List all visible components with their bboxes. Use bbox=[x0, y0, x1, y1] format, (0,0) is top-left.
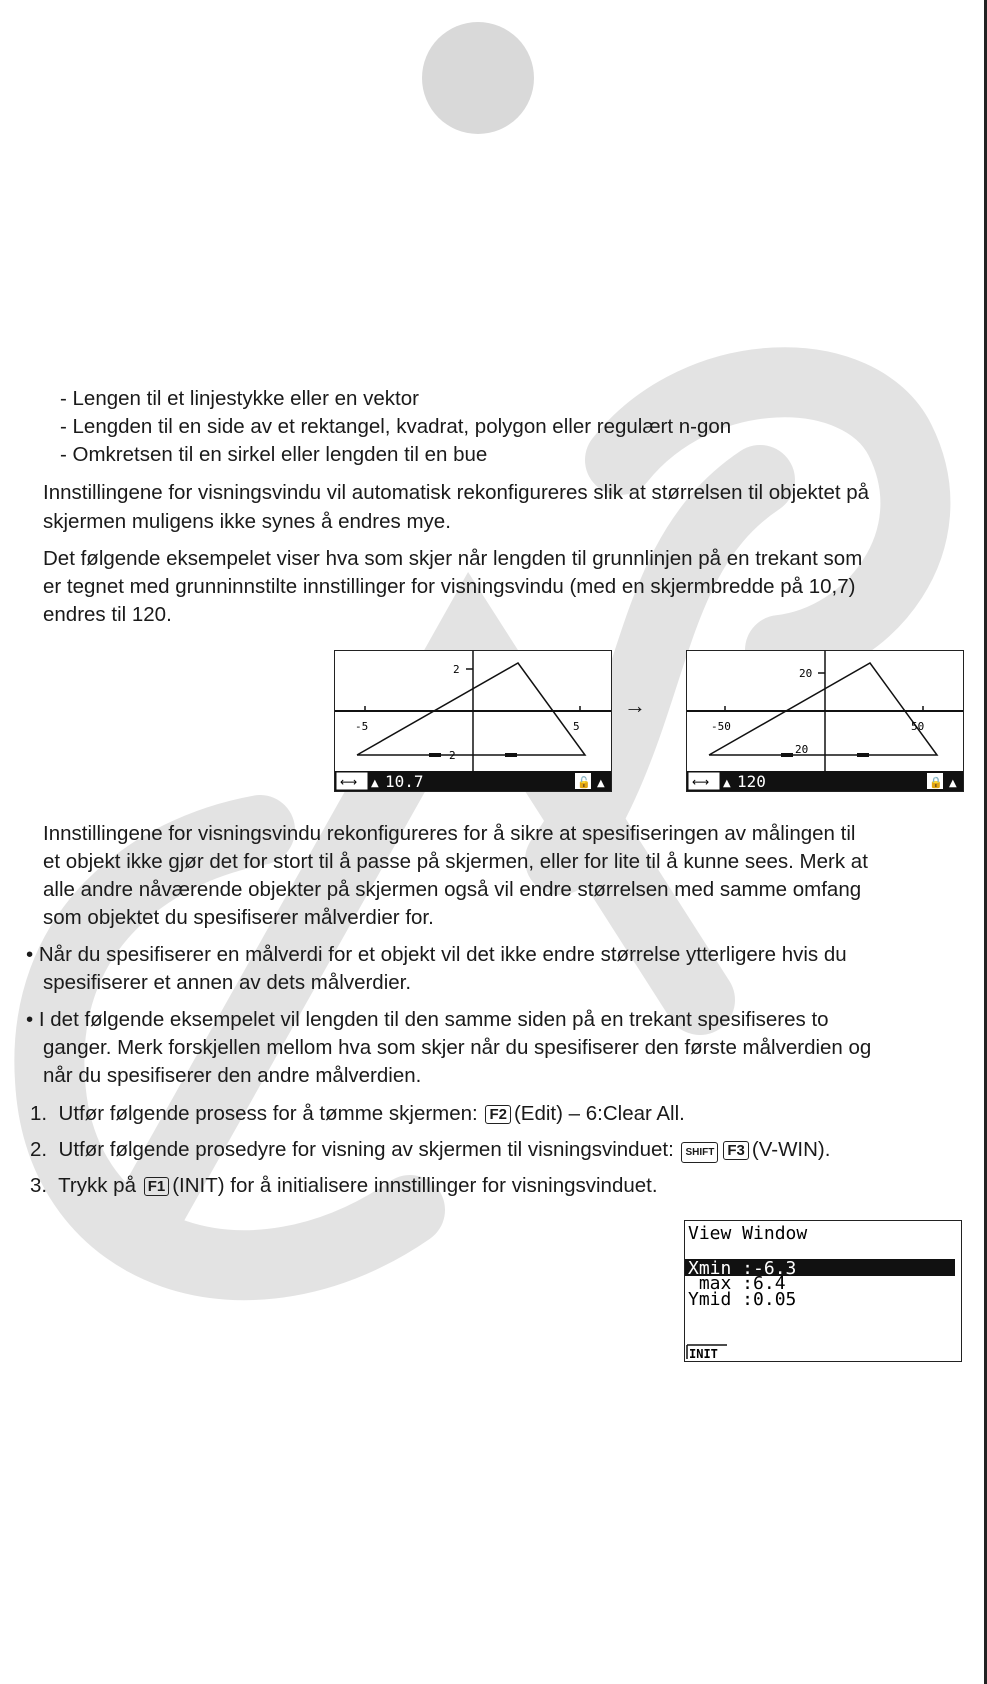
step-text: Utfør følgende prosess for å tømme skjermen: bbox=[58, 1102, 478, 1125]
para1-line2: skjermen muligens ikke synes å endres mye. bbox=[43, 510, 451, 533]
mid-label: 2 bbox=[449, 749, 456, 762]
para2-line1: Det følgende eksempelet viser hva som skjer når lengden til grunnlinjen på en trekant som bbox=[43, 547, 863, 570]
measure-value: 10.7 bbox=[385, 772, 424, 791]
step-text: Trykk på bbox=[58, 1174, 136, 1197]
xtick-neg-label: -50 bbox=[711, 720, 731, 733]
view-window-screen bbox=[684, 1220, 962, 1362]
up-icon-2: ▲ bbox=[597, 778, 605, 789]
para2-line3: endres til 120. bbox=[43, 603, 172, 626]
para3-line3: alle andre nåværende objekter på skjermen også vil endre størrelsen med samme omfang bbox=[43, 878, 862, 901]
shift-key: SHIFT bbox=[681, 1142, 718, 1163]
step-number: 3. bbox=[30, 1174, 48, 1197]
dash-item-3: - Omkretsen til en sirkel eller lengden til en bue bbox=[60, 443, 488, 466]
up-icon: ▲ bbox=[723, 778, 731, 789]
step-text-post: (Edit) – 6:Clear All. bbox=[513, 1102, 685, 1125]
max-line: max :6.4 bbox=[688, 1273, 786, 1294]
ymid-line: Ymid :0.05 bbox=[688, 1289, 797, 1310]
lock-icon: 🔒 bbox=[929, 776, 943, 789]
up-icon: ▲ bbox=[371, 778, 379, 789]
para3-line2: et objekt ikke gjør det for stort til å passe på skjermen, eller for lite til å kunne sees. Merk at bbox=[43, 850, 868, 873]
mid-label: 20 bbox=[795, 743, 809, 756]
f2-key: F2 bbox=[485, 1105, 511, 1124]
f1-key: F1 bbox=[144, 1177, 170, 1196]
bullet1-line1: • Når du spesifiserer en målverdi for et objekt vil det ikke endre størrelse ytterligere hvis du bbox=[26, 943, 847, 966]
step-number: 2. bbox=[30, 1138, 48, 1161]
xtick-pos-label: 5 bbox=[573, 720, 580, 733]
unlock-icon: 🔓 bbox=[577, 776, 591, 789]
length-icon: ⟷ bbox=[692, 775, 710, 789]
bullet2-line2: ganger. Merk forskjellen mellom hva som skjer når du spesifiserer den første målverdien og bbox=[43, 1036, 872, 1059]
ytick-label: 20 bbox=[799, 667, 813, 680]
para2-line2: er tegnet med grunninnstilte innstillinger for visningsvindu (med en skjermbredde på 10,7) bbox=[43, 575, 856, 598]
bullet1-line2: spesifiserer et annen av dets målverdier. bbox=[43, 971, 412, 994]
dash-item-1: - Lengen til et linjestykke eller en vektor bbox=[60, 387, 419, 410]
step-text-post: (V-WIN). bbox=[751, 1138, 831, 1161]
para3-line1: Innstillingene for visningsvindu rekonfigureres for å sikre at spesifiseringen av målingen til bbox=[43, 822, 856, 845]
para3-line4: som objektet du spesifiserer målverdier for. bbox=[43, 906, 434, 929]
xmin-line: Xmin :-6.3 bbox=[688, 1258, 797, 1279]
xtick-pos-label: 50 bbox=[911, 720, 925, 733]
dot-decoration bbox=[422, 22, 534, 134]
f3-key: F3 bbox=[723, 1141, 749, 1160]
calc-screen-after bbox=[686, 650, 964, 792]
transition-arrow: → bbox=[624, 693, 646, 718]
step-text: Utfør følgende prosedyre for visning av skjermen til visningsvinduet: bbox=[58, 1138, 674, 1161]
length-icon: ⟷ bbox=[340, 775, 358, 789]
dash-item-2: - Lengden til en side av et rektangel, kvadrat, polygon eller regulært n-gon bbox=[60, 415, 732, 438]
xtick-neg-label: -5 bbox=[355, 720, 369, 733]
bullet2-line3: når du spesifiserer den andre målverdien. bbox=[43, 1064, 422, 1087]
step-text-post: (INIT) for å initialisere innstillinger for visningsvinduet. bbox=[172, 1174, 658, 1197]
bullet2-line1: • I det følgende eksempelet vil lengden til den samme siden på en trekant spesifiseres to bbox=[26, 1008, 829, 1031]
init-fkey: INIT bbox=[689, 1347, 718, 1361]
step-3 bbox=[30, 1172, 658, 1200]
measure-value: 120 bbox=[737, 772, 766, 791]
up-icon-2: ▲ bbox=[949, 778, 957, 789]
step-number: 1. bbox=[30, 1102, 48, 1125]
view-window-title: View Window bbox=[688, 1223, 808, 1244]
para1-line1: Innstillingene for visningsvindu vil automatisk rekonfigureres slik at størrelsen til objektet på bbox=[43, 481, 870, 504]
ytick-label: 2 bbox=[453, 663, 460, 676]
step-2 bbox=[30, 1136, 830, 1164]
calc-screen-before bbox=[334, 650, 612, 792]
step-1 bbox=[30, 1100, 685, 1128]
